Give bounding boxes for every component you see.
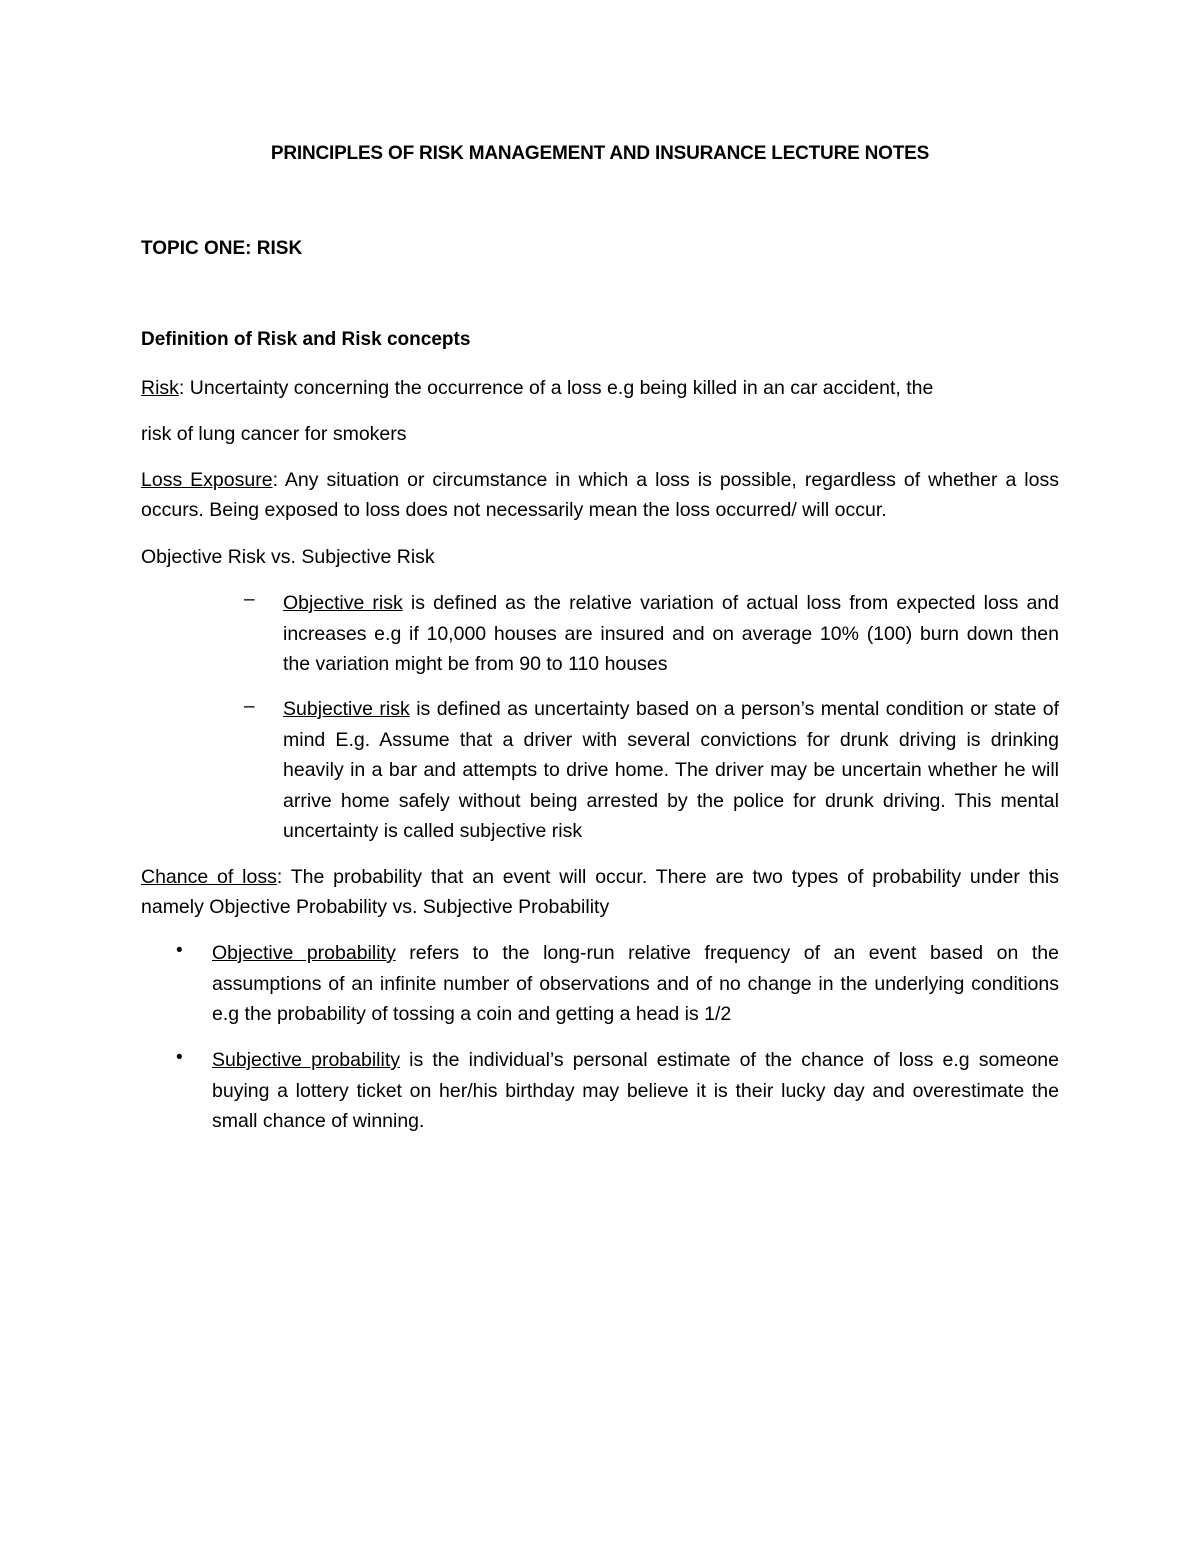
chance-of-loss-text: : The probability that an event will occur. There are two types of probability under this namely Objective Probability vs. Subjective Probability bbox=[141, 866, 1059, 918]
subjective-probability-term: Subjective probability bbox=[212, 1049, 400, 1071]
dash-marker: – bbox=[244, 589, 255, 610]
subjective-risk-text: is defined as uncertainty based on a person’s mental condition or state of mind E.g. Assume that a driver with several convictions for drunk driving is drinking heavily in a bar and attempts to drive home. The driver may be uncertain whether he will arrive home safely without being arrested by the police for drunk driving. This mental uncertainty is called subjective risk bbox=[283, 698, 1060, 842]
chance-of-loss-definition bbox=[141, 862, 1059, 922]
loss-exposure-term: Loss Exposure bbox=[141, 469, 273, 491]
loss-exposure-text: : Any situation or circumstance in which a loss is possible, regardless of whether a loss occurs. Being exposed to loss does not necessarily mean the loss occurred/ will occur. bbox=[141, 469, 1059, 521]
bullet-marker: • bbox=[176, 940, 183, 961]
subjective-probability-text: is the individual’s personal estimate of the chance of loss e.g someone buying a lottery ticket on her/his birthday may believe it is their lucky day and overestimate the small chance of winning. bbox=[212, 1049, 1059, 1132]
list-item-objective-risk bbox=[283, 588, 1059, 680]
topic-heading: TOPIC ONE: RISK bbox=[141, 238, 303, 259]
risk-definition-line1 bbox=[141, 373, 1059, 403]
risk-definition-line2: risk of lung cancer for smokers bbox=[141, 423, 407, 445]
subjective-risk-term: Subjective risk bbox=[283, 698, 410, 720]
objective-risk-text: is defined as the relative variation of actual loss from expected loss and increases e.g if 10,000 houses are insured and on average 10% (100) burn down then the variation might be from 90 to 110 houses bbox=[283, 592, 1059, 675]
objective-risk-term: Objective risk bbox=[283, 592, 403, 614]
section-heading: Definition of Risk and Risk concepts bbox=[141, 329, 471, 350]
objective-probability-term: Objective probability bbox=[212, 942, 396, 964]
list-item-subjective-risk bbox=[283, 694, 1059, 847]
list-item-subjective-probability bbox=[212, 1045, 1059, 1137]
risk-term: Risk bbox=[141, 377, 179, 399]
document-title: PRINCIPLES OF RISK MANAGEMENT AND INSURANCE LECTURE NOTES bbox=[270, 143, 930, 164]
list-item-objective-probability bbox=[212, 938, 1059, 1030]
risk-definition-text: : Uncertainty concerning the occurrence of a loss e.g being killed in an car accident, the bbox=[178, 377, 934, 399]
chance-of-loss-term: Chance of loss bbox=[141, 866, 277, 888]
objective-probability-text: refers to the long-run relative frequency of an event based on the assumptions of an infinite number of observations and of no change in the underlying conditions e.g the probability of tossing a coin and getting a head is 1/2 bbox=[212, 942, 1059, 1025]
objective-vs-subjective-heading: Objective Risk vs. Subjective Risk bbox=[141, 546, 435, 568]
bullet-marker: • bbox=[176, 1047, 183, 1068]
loss-exposure-definition bbox=[141, 465, 1059, 525]
dash-marker: – bbox=[244, 696, 255, 717]
